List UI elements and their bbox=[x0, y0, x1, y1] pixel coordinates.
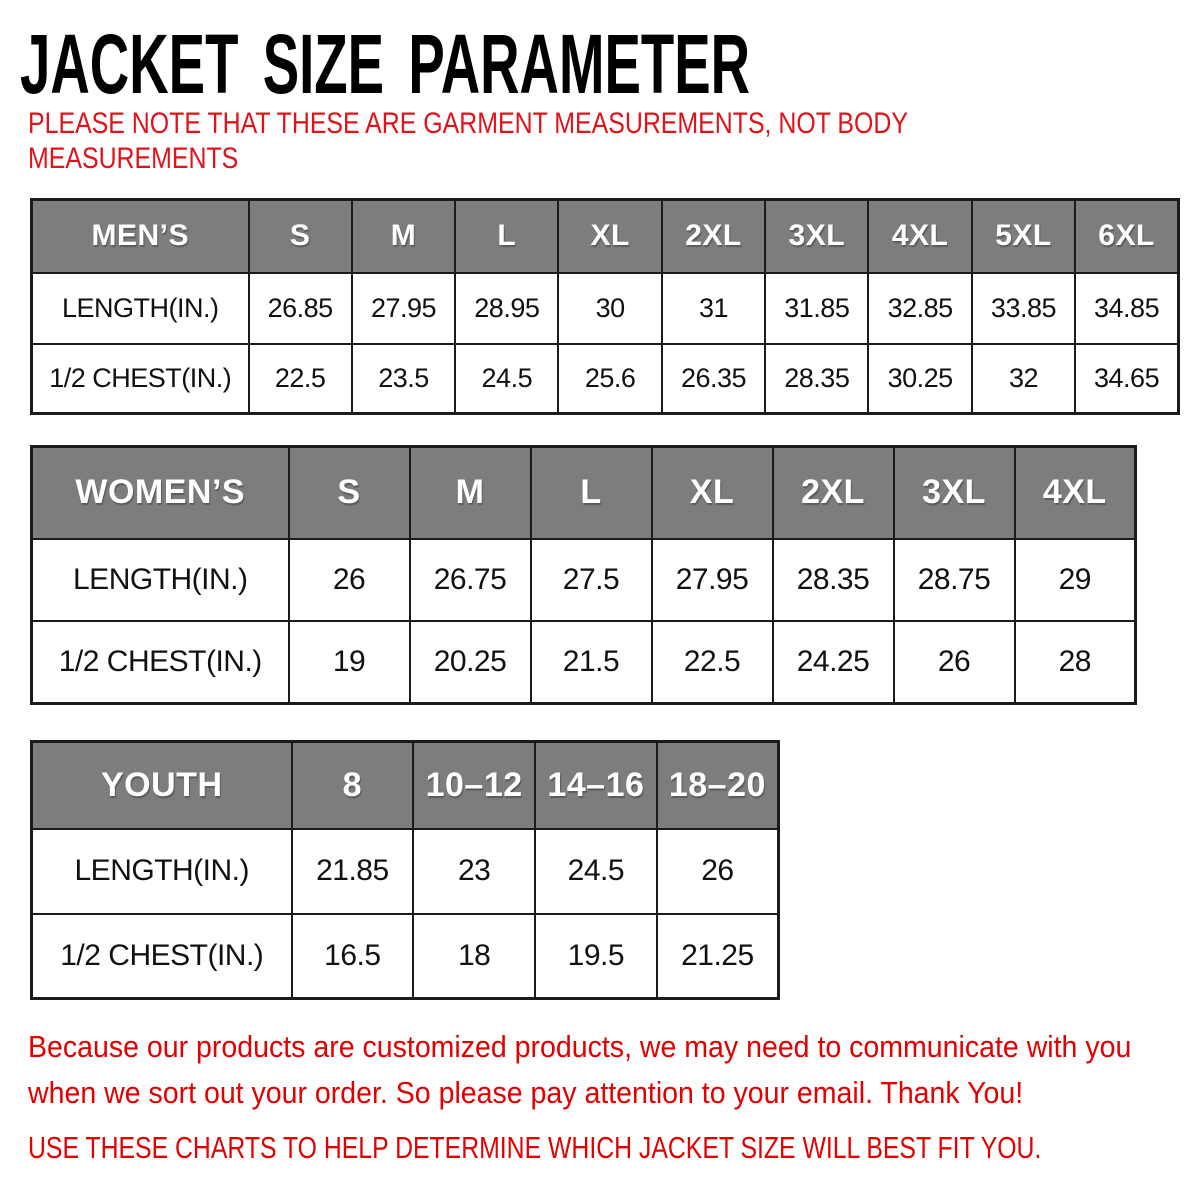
row-label-length: LENGTH(IN.) bbox=[32, 539, 289, 621]
size-value-cell: 24.25 bbox=[773, 621, 894, 704]
row-label-length: LENGTH(IN.) bbox=[32, 829, 292, 914]
size-column-header-s: S bbox=[289, 447, 410, 539]
size-value-cell: 19 bbox=[289, 621, 410, 704]
size-value-cell: 34.85 bbox=[1075, 273, 1178, 344]
size-value-cell: 29 bbox=[1015, 539, 1136, 621]
youth-chest-row bbox=[32, 914, 779, 999]
row-label-half-chest: 1/2 CHEST(IN.) bbox=[32, 344, 249, 414]
size-value-cell: 26 bbox=[894, 621, 1015, 704]
size-value-cell: 34.65 bbox=[1075, 344, 1178, 414]
size-column-header-l: L bbox=[455, 200, 558, 273]
size-column-header-xl: XL bbox=[652, 447, 773, 539]
garment-measurement-note-line2: MEASUREMENTS bbox=[28, 142, 239, 175]
size-column-header-m: M bbox=[352, 200, 455, 273]
size-column-header-3xl: 3XL bbox=[765, 200, 868, 273]
size-value-cell: 19.5 bbox=[535, 914, 657, 999]
womens-table-title-cell: WOMEN’S bbox=[32, 447, 289, 539]
size-value-cell: 28.75 bbox=[894, 539, 1015, 621]
size-column-header-2xl: 2XL bbox=[773, 447, 894, 539]
size-column-header-18-20: 18–20 bbox=[657, 742, 779, 829]
size-value-cell: 24.5 bbox=[535, 829, 657, 914]
size-value-cell: 26.75 bbox=[410, 539, 531, 621]
size-value-cell: 26.35 bbox=[662, 344, 765, 414]
size-value-cell: 23.5 bbox=[352, 344, 455, 414]
size-value-cell: 20.25 bbox=[410, 621, 531, 704]
size-column-header-6xl: 6XL bbox=[1075, 200, 1178, 273]
size-value-cell: 25.6 bbox=[558, 344, 661, 414]
youth-length-row bbox=[32, 829, 779, 914]
size-column-header-4xl: 4XL bbox=[1015, 447, 1136, 539]
size-column-header-10-12: 10–12 bbox=[413, 742, 535, 829]
size-value-cell: 28.35 bbox=[765, 344, 868, 414]
size-value-cell: 22.5 bbox=[249, 344, 352, 414]
size-column-header-3xl: 3XL bbox=[894, 447, 1015, 539]
size-value-cell: 33.85 bbox=[972, 273, 1075, 344]
customization-notice-line2: when we sort out your order. So please pay attention to your email. Thank You! bbox=[28, 1075, 1024, 1110]
mens-chest-row bbox=[32, 344, 1179, 414]
youth-size-table bbox=[30, 740, 780, 1000]
size-value-cell: 32.85 bbox=[868, 273, 971, 344]
row-label-half-chest: 1/2 CHEST(IN.) bbox=[32, 914, 292, 999]
size-value-cell: 21.25 bbox=[657, 914, 779, 999]
size-value-cell: 28 bbox=[1015, 621, 1136, 704]
womens-chest-row bbox=[32, 621, 1136, 704]
size-value-cell: 21.5 bbox=[531, 621, 652, 704]
size-column-header-s: S bbox=[249, 200, 352, 273]
size-column-header-xl: XL bbox=[558, 200, 661, 273]
womens-table-header-row bbox=[32, 447, 1136, 539]
size-value-cell: 27.5 bbox=[531, 539, 652, 621]
mens-table-header-row bbox=[32, 200, 1179, 273]
size-column-header-4xl: 4XL bbox=[868, 200, 971, 273]
garment-measurement-note-line1: PLEASE NOTE THAT THESE ARE GARMENT MEASUREMENTS, NOT BODY bbox=[28, 107, 908, 140]
size-value-cell: 26 bbox=[657, 829, 779, 914]
size-column-header-5xl: 5XL bbox=[972, 200, 1075, 273]
size-value-cell: 21.85 bbox=[292, 829, 414, 914]
size-value-cell: 26.85 bbox=[249, 273, 352, 344]
size-value-cell: 31 bbox=[662, 273, 765, 344]
size-column-header-14-16: 14–16 bbox=[535, 742, 657, 829]
size-value-cell: 24.5 bbox=[455, 344, 558, 414]
size-value-cell: 30.25 bbox=[868, 344, 971, 414]
size-value-cell: 27.95 bbox=[352, 273, 455, 344]
mens-length-row bbox=[32, 273, 1179, 344]
youth-table-header-row bbox=[32, 742, 779, 829]
size-column-header-2xl: 2XL bbox=[662, 200, 765, 273]
garment-measurement-note bbox=[28, 106, 908, 176]
size-value-cell: 22.5 bbox=[652, 621, 773, 704]
mens-size-table bbox=[30, 198, 1180, 415]
womens-size-table bbox=[30, 445, 1137, 705]
page-title: JACKET SIZE PARAMETER bbox=[20, 17, 751, 111]
youth-table-title-cell: YOUTH bbox=[32, 742, 292, 829]
size-column-header-8: 8 bbox=[292, 742, 414, 829]
customization-notice bbox=[28, 1024, 1131, 1116]
fit-guidance-note: USE THESE CHARTS TO HELP DETERMINE WHICH JACKET SIZE WILL BEST FIT YOU. bbox=[28, 1130, 1042, 1165]
mens-table-title-cell: MEN’S bbox=[32, 200, 249, 273]
row-label-half-chest: 1/2 CHEST(IN.) bbox=[32, 621, 289, 704]
size-value-cell: 28.35 bbox=[773, 539, 894, 621]
size-column-header-l: L bbox=[531, 447, 652, 539]
size-value-cell: 30 bbox=[558, 273, 661, 344]
size-value-cell: 18 bbox=[413, 914, 535, 999]
size-value-cell: 23 bbox=[413, 829, 535, 914]
womens-length-row bbox=[32, 539, 1136, 621]
size-value-cell: 28.95 bbox=[455, 273, 558, 344]
size-value-cell: 27.95 bbox=[652, 539, 773, 621]
size-value-cell: 31.85 bbox=[765, 273, 868, 344]
size-column-header-m: M bbox=[410, 447, 531, 539]
size-value-cell: 16.5 bbox=[292, 914, 414, 999]
row-label-length: LENGTH(IN.) bbox=[32, 273, 249, 344]
customization-notice-line1: Because our products are customized products, we may need to communicate with you bbox=[28, 1029, 1132, 1064]
size-value-cell: 32 bbox=[972, 344, 1075, 414]
size-value-cell: 26 bbox=[289, 539, 410, 621]
